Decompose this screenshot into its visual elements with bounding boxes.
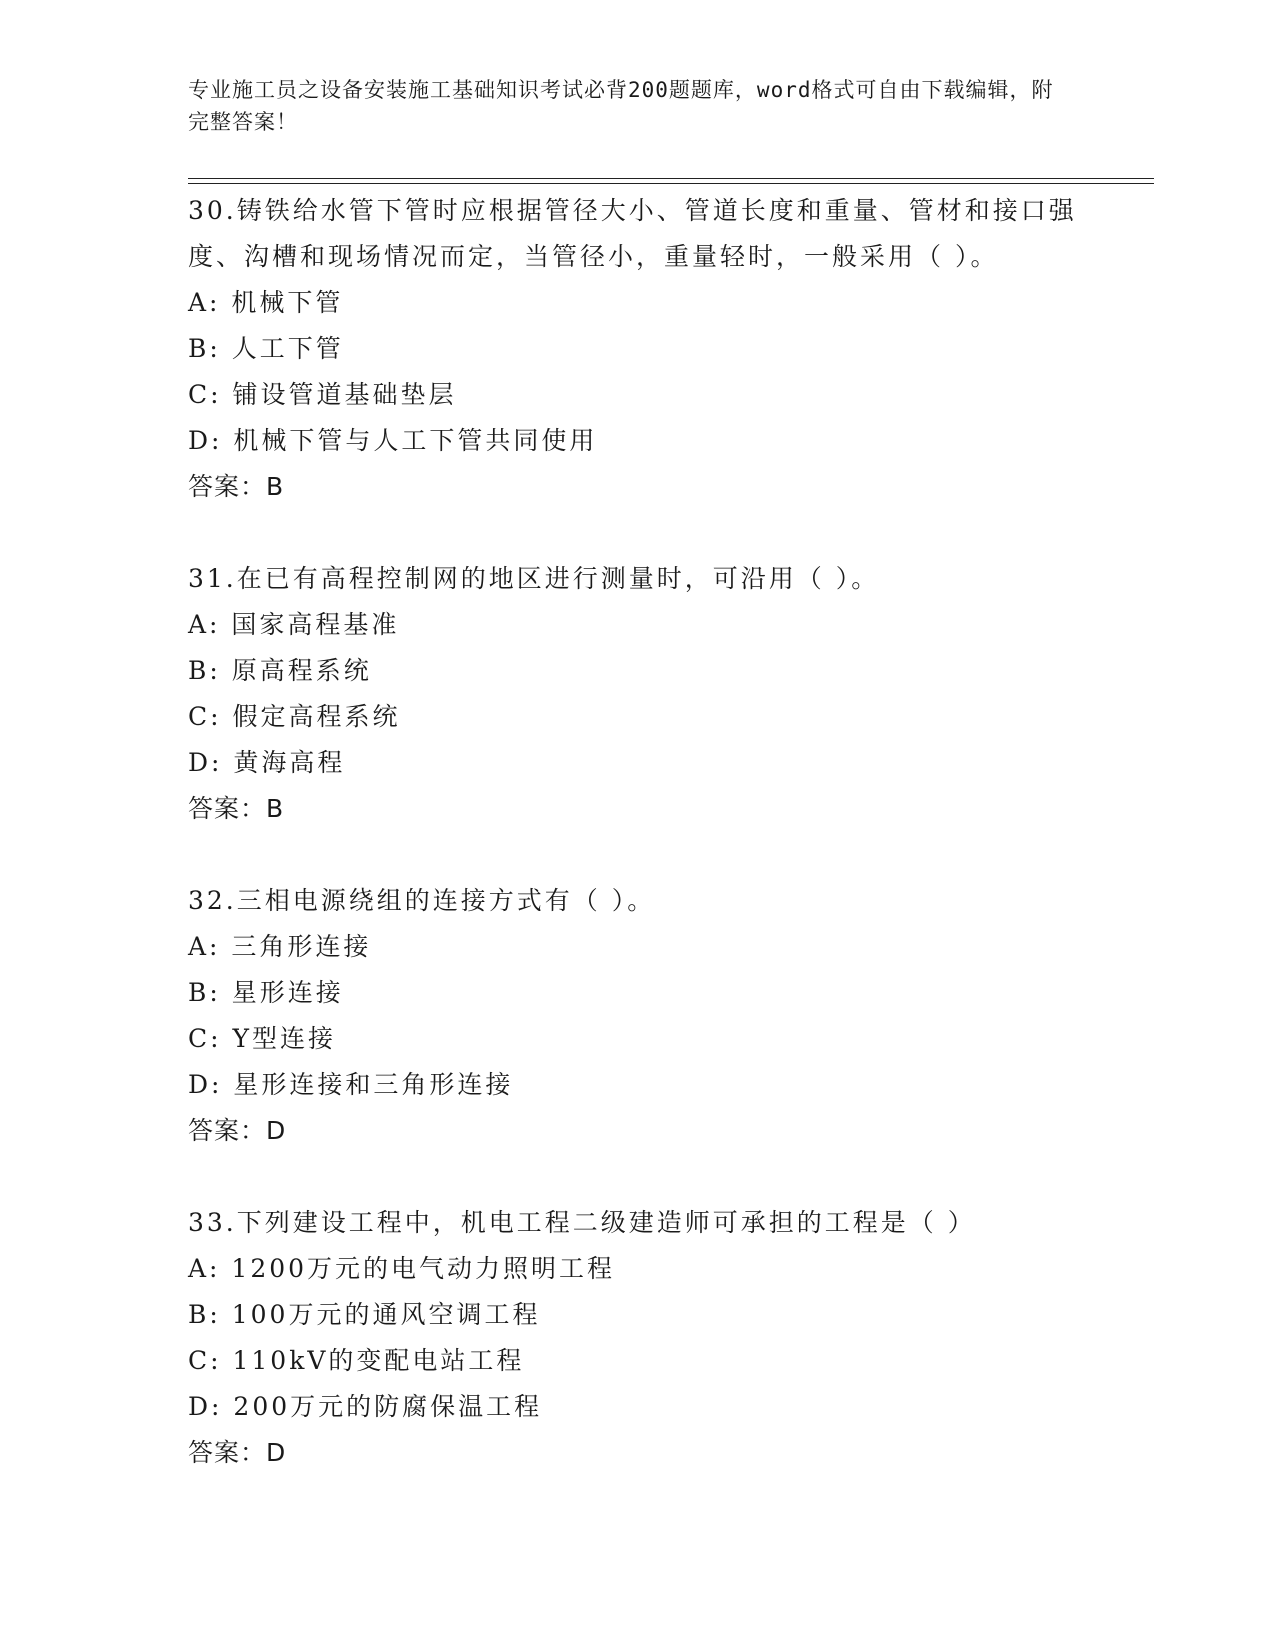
option-c: C: 铺设管道基础垫层 xyxy=(188,380,457,409)
question-31 xyxy=(188,556,1088,878)
option-a: A: 机械下管 xyxy=(188,288,344,317)
option-b: B: 人工下管 xyxy=(188,334,344,363)
option-c: C: 110kV的变配电站工程 xyxy=(188,1346,525,1375)
question-spacer xyxy=(188,1154,1088,1200)
option-b: B: 原高程系统 xyxy=(188,656,372,685)
option-d: D: 200万元的防腐保温工程 xyxy=(188,1392,543,1421)
header-divider-bottom xyxy=(188,183,1154,184)
option-d: D: 星形连接和三角形连接 xyxy=(188,1070,514,1099)
option-b: B: 星形连接 xyxy=(188,978,344,1007)
question-list xyxy=(188,188,1088,1476)
question-32 xyxy=(188,878,1088,1200)
option-c: C: 假定高程系统 xyxy=(188,702,401,731)
answer: 答案：D xyxy=(188,1438,287,1467)
question-spacer xyxy=(188,510,1088,556)
document-header: 专业施工员之设备安装施工基础知识考试必背200题题库，word格式可自由下载编辑，附完整答案！ xyxy=(188,78,1054,134)
option-d: D: 机械下管与人工下管共同使用 xyxy=(188,426,598,455)
question-stem: 31.在已有高程控制网的地区进行测量时，可沿用（ ）。 xyxy=(188,564,880,593)
answer: 答案：B xyxy=(188,794,285,823)
option-d: D: 黄海高程 xyxy=(188,748,346,777)
question-spacer xyxy=(188,832,1088,878)
question-stem: 32.三相电源绕组的连接方式有（ ）。 xyxy=(188,886,656,915)
question-33 xyxy=(188,1200,1088,1476)
option-c: C: Y型连接 xyxy=(188,1024,337,1053)
question-stem: 33.下列建设工程中，机电工程二级建造师可承担的工程是（ ） xyxy=(188,1208,976,1237)
option-a: A: 国家高程基准 xyxy=(188,610,400,639)
option-a: A: 1200万元的电气动力照明工程 xyxy=(188,1254,616,1283)
option-a: A: 三角形连接 xyxy=(188,932,372,961)
option-b: B: 100万元的通风空调工程 xyxy=(188,1300,541,1329)
answer: 答案：B xyxy=(188,472,285,501)
answer: 答案：D xyxy=(188,1116,287,1145)
header-divider-top xyxy=(188,178,1154,179)
question-30 xyxy=(188,188,1088,556)
question-stem: 30.铸铁给水管下管时应根据管径大小、管道长度和重量、管材和接口强度、沟槽和现场情况而定，当管径小，重量轻时，一般采用（ ）。 xyxy=(188,196,1077,271)
